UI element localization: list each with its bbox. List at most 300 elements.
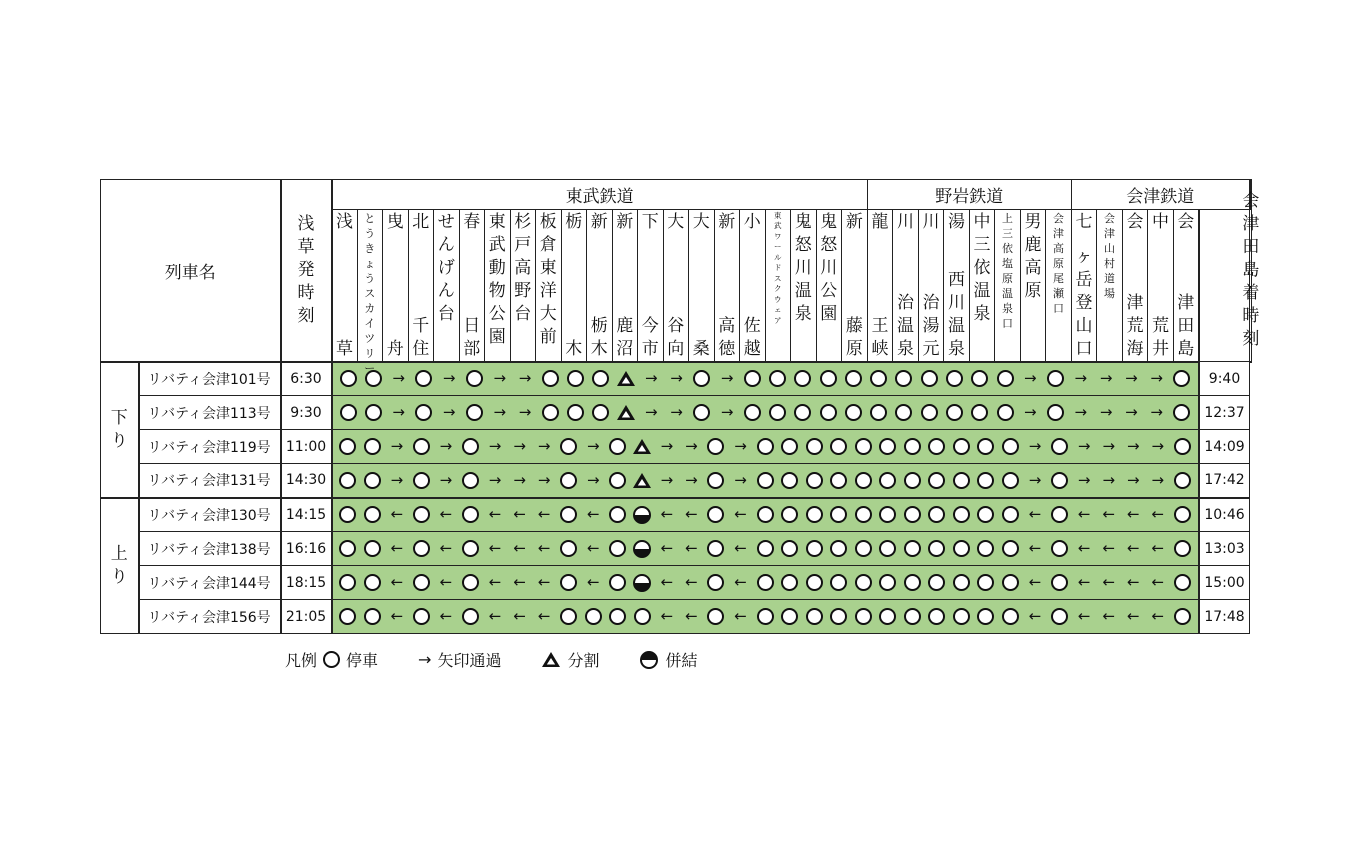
arrow-left-icon: ← (685, 539, 698, 557)
stop-icon (592, 370, 609, 387)
stop-icon (977, 574, 994, 591)
station-5: せ ん げ ん 台 (434, 210, 460, 362)
arrow-left-icon: ← (685, 573, 698, 591)
stop-icon (1002, 472, 1019, 489)
stop-icon (928, 608, 945, 625)
stop-icon (340, 404, 357, 421)
stop-icon (830, 608, 847, 625)
stop-icon (365, 404, 382, 421)
arrow-left-icon: ← (513, 539, 526, 557)
arrow-right-icon: → (390, 437, 404, 455)
depart-time-header: 浅 草 発 時 刻 (281, 180, 332, 362)
stop-icon (997, 370, 1014, 387)
arrow-right-icon: → (1151, 470, 1165, 489)
stop-icon (413, 506, 430, 523)
station-21: 新 藤 原 (842, 210, 868, 362)
arrow-right-icon: → (1099, 403, 1113, 421)
stop-icon (364, 540, 381, 557)
station-16: 新 高 徳 (714, 210, 740, 362)
arrow-left-icon: ← (660, 573, 674, 591)
stop-icon (820, 370, 837, 387)
arrow-right-icon: → (645, 369, 658, 388)
stop-icon (466, 370, 483, 387)
stop-icon (830, 472, 847, 489)
stop-icon (1173, 370, 1190, 387)
arrow-left-icon: ← (1077, 505, 1091, 524)
arrow-left-icon: ← (1102, 607, 1116, 625)
stop-icon (415, 370, 432, 387)
arrow-right-icon: → (660, 470, 674, 489)
stop-icon (1174, 574, 1191, 591)
station-32: 会 津 荒 海 (1122, 210, 1148, 362)
arrow-left-icon: ← (1151, 539, 1165, 557)
stop-icon (364, 608, 381, 625)
stop-icon (707, 438, 724, 455)
arrow-left-icon: ← (734, 573, 747, 591)
stop-icon (781, 506, 798, 523)
stop-icon (634, 608, 651, 625)
arrow-left-icon: ← (1151, 573, 1165, 591)
stop-icon (1047, 404, 1064, 421)
station-13: 下 今 市 (638, 210, 664, 362)
stop-icon (340, 370, 357, 387)
stop-icon (997, 404, 1014, 421)
depart-time: 18:15 (281, 566, 332, 600)
arrow-right-icon: → (685, 470, 698, 489)
arrow-left-icon: ← (488, 573, 502, 591)
arrow-right-icon: → (1126, 470, 1140, 489)
stop-icon (693, 370, 710, 387)
stop-icon (1051, 438, 1068, 455)
arrive-time: 15:00 (1199, 566, 1250, 600)
station-19: 鬼 怒 川 温 泉 (791, 210, 817, 362)
arrow-right-icon: → (418, 650, 432, 669)
arrive-time: 12:37 (1199, 396, 1250, 430)
arrow-right-icon: → (518, 369, 532, 388)
stop-icon (904, 608, 921, 625)
stop-icon (560, 506, 577, 523)
stop-icon (707, 506, 724, 523)
stop-icon (855, 608, 872, 625)
legend-pass-label: 矢印通過 (437, 651, 502, 670)
arrow-left-icon: ← (586, 573, 600, 591)
stop-icon (744, 370, 761, 387)
split-triangle-icon (616, 404, 636, 421)
legend-title: 凡例 (285, 651, 318, 670)
station-2: と う き ょ う ス カ イ ツ リ ー (357, 210, 383, 362)
stop-pattern (332, 430, 1199, 464)
stop-icon (953, 506, 970, 523)
arrow-right-icon: → (392, 403, 405, 421)
stop-icon (1051, 472, 1068, 489)
stop-icon (928, 506, 945, 523)
stop-icon (870, 370, 887, 387)
arrow-right-icon: → (1125, 403, 1138, 421)
stop-icon (895, 404, 912, 421)
stop-icon (855, 574, 872, 591)
stop-icon (462, 574, 479, 591)
arrow-left-icon: ← (537, 539, 551, 557)
stop-icon (560, 540, 577, 557)
stop-pattern (332, 566, 1199, 600)
station-20: 鬼 怒 川 公 園 (816, 210, 842, 362)
stop-icon (928, 574, 945, 591)
stop-icon (413, 472, 430, 489)
stop-icon (339, 540, 356, 557)
stop-icon (364, 506, 381, 523)
stop-icon (855, 506, 872, 523)
stop-icon (744, 404, 761, 421)
stop-icon (609, 472, 626, 489)
stop-icon (879, 540, 896, 557)
stop-icon (1174, 472, 1191, 489)
stop-pattern (332, 532, 1199, 566)
stop-icon (757, 438, 774, 455)
stop-icon (339, 574, 356, 591)
arrow-left-icon: ← (586, 539, 600, 557)
stop-icon (413, 540, 430, 557)
company-2: 野岩鉄道 (867, 180, 1071, 210)
arrow-left-icon: ← (390, 607, 404, 625)
stop-icon (781, 608, 798, 625)
arrow-right-icon: → (1077, 470, 1091, 489)
stop-icon (928, 540, 945, 557)
join-half-circle-icon (632, 505, 652, 525)
arrow-left-icon: ← (734, 607, 747, 625)
arrow-left-icon: ← (390, 505, 404, 524)
depart-time: 14:15 (281, 498, 332, 532)
arrow-right-icon: → (660, 437, 674, 455)
train-name: リバティ会津144号 (139, 566, 281, 600)
legend (285, 648, 737, 671)
arrow-right-icon: → (537, 470, 551, 489)
station-30: 七 ヶ 岳 登 山 口 (1071, 210, 1097, 362)
arrow-left-icon: ← (488, 539, 502, 557)
arrow-right-icon: → (1102, 437, 1116, 455)
arrow-right-icon: → (1024, 369, 1037, 388)
stop-icon (567, 404, 584, 421)
arrow-right-icon: → (1074, 369, 1088, 388)
station-1: 浅 草 (332, 210, 358, 362)
arrow-right-icon: → (1126, 437, 1140, 455)
stop-icon (895, 370, 912, 387)
stop-icon (462, 608, 479, 625)
stop-icon (1051, 540, 1068, 557)
join-half-circle-icon (639, 650, 659, 670)
stop-icon (971, 404, 988, 421)
stop-icon (879, 438, 896, 455)
stop-icon (977, 438, 994, 455)
stop-icon (413, 608, 430, 625)
station-17: 小 佐 越 (740, 210, 766, 362)
arrow-right-icon: → (1028, 470, 1042, 489)
stop-icon (953, 608, 970, 625)
arrow-left-icon: ← (439, 505, 453, 524)
depart-time: 21:05 (281, 600, 332, 634)
arrow-left-icon: ← (1077, 607, 1091, 625)
arrow-left-icon: ← (513, 607, 526, 625)
stop-icon (904, 540, 921, 557)
arrive-time: 10:46 (1199, 498, 1250, 532)
arrow-left-icon: ← (1126, 505, 1140, 524)
stop-icon (757, 472, 774, 489)
stop-icon (904, 506, 921, 523)
stop-icon (953, 540, 970, 557)
arrow-right-icon: → (1151, 437, 1165, 455)
stop-icon (977, 608, 994, 625)
direction-label: 上 り (101, 498, 139, 634)
company-row (101, 180, 1252, 210)
stop-icon (1002, 574, 1019, 591)
stop-icon (466, 404, 483, 421)
station-6: 春 日 部 (459, 210, 485, 362)
arrow-left-icon: ← (537, 607, 551, 625)
stop-icon (585, 608, 602, 625)
arrow-left-icon: ← (513, 573, 526, 591)
stop-icon (413, 574, 430, 591)
stop-icon (462, 472, 479, 489)
station-18: 東 武 ワ ー ル ド ス ク ウ ェ ア (765, 210, 791, 362)
arrow-right-icon: → (720, 369, 734, 388)
table-row (101, 430, 1252, 464)
stop-icon (953, 438, 970, 455)
stop-icon (806, 574, 823, 591)
arrow-left-icon: ← (1077, 573, 1091, 591)
stop-pattern (332, 362, 1199, 396)
stop-icon (1051, 506, 1068, 523)
arrow-left-icon: ← (1028, 607, 1042, 625)
stop-icon (830, 506, 847, 523)
arrow-right-icon: → (670, 369, 683, 388)
arrow-right-icon: → (439, 470, 453, 489)
stop-icon (879, 506, 896, 523)
depart-time: 16:16 (281, 532, 332, 566)
arrow-left-icon: ← (660, 607, 674, 625)
arrow-right-icon: → (392, 369, 405, 388)
stop-icon (781, 574, 798, 591)
stop-icon (781, 438, 798, 455)
legend-join-label: 併結 (665, 651, 698, 670)
stop-icon (806, 438, 823, 455)
station-25: 湯 西 川 温 泉 (944, 210, 970, 362)
stop-icon (845, 370, 862, 387)
join-half-circle-icon (632, 539, 652, 559)
arrow-right-icon: → (685, 437, 698, 455)
arrow-right-icon: → (1150, 369, 1163, 388)
stop-icon (462, 506, 479, 523)
station-22: 龍 王 峡 (867, 210, 893, 362)
station-8: 杉 戸 高 野 台 (510, 210, 536, 362)
stop-icon (560, 438, 577, 455)
stop-icon (781, 472, 798, 489)
arrow-right-icon: → (586, 470, 600, 489)
arrow-right-icon: → (513, 437, 526, 455)
stop-icon (1174, 438, 1191, 455)
stop-icon (560, 574, 577, 591)
station-26: 中 三 依 温 泉 (969, 210, 995, 362)
stop-pattern (332, 396, 1199, 430)
station-14: 大 谷 向 (663, 210, 689, 362)
train-name-header: 列車名 (101, 180, 281, 362)
arrow-right-icon: → (586, 437, 600, 455)
station-9: 板 倉 東 洋 大 前 (536, 210, 562, 362)
station-10: 栃 木 (561, 210, 587, 362)
arrow-left-icon: ← (1028, 573, 1042, 591)
stop-icon (462, 540, 479, 557)
stop-pattern (332, 600, 1199, 634)
join-half-circle-icon (632, 573, 652, 593)
stop-icon (1002, 540, 1019, 557)
stop-icon (879, 608, 896, 625)
stop-icon (462, 438, 479, 455)
stop-icon (567, 370, 584, 387)
stop-icon (757, 540, 774, 557)
arrow-right-icon: → (390, 470, 404, 489)
company-1: 東武鉄道 (332, 180, 868, 210)
stop-icon (820, 404, 837, 421)
stop-icon (1051, 574, 1068, 591)
arrow-left-icon: ← (390, 539, 404, 557)
stop-icon (415, 404, 432, 421)
arrow-right-icon: → (513, 470, 526, 489)
arrow-left-icon: ← (660, 539, 674, 557)
stop-icon (879, 574, 896, 591)
company-3: 会津鉄道 (1071, 180, 1250, 210)
arrow-left-icon: ← (1126, 539, 1140, 557)
stop-icon (904, 438, 921, 455)
arrow-right-icon: → (442, 403, 456, 421)
split-triangle-icon (616, 370, 636, 387)
stop-icon (323, 651, 340, 668)
arrow-right-icon: → (1077, 437, 1091, 455)
stop-icon (953, 472, 970, 489)
station-4: 北 千 住 (408, 210, 434, 362)
stop-icon (757, 608, 774, 625)
arrow-right-icon: → (1024, 403, 1037, 421)
stop-icon (830, 438, 847, 455)
stop-icon (946, 370, 963, 387)
depart-time: 14:30 (281, 464, 332, 498)
arrow-right-icon: → (1074, 403, 1088, 421)
arrow-right-icon: → (439, 437, 453, 455)
arrow-right-icon: → (1125, 369, 1138, 388)
station-11: 新 栃 木 (587, 210, 613, 362)
stop-icon (904, 472, 921, 489)
table-row (101, 396, 1252, 430)
stop-icon (879, 472, 896, 489)
stop-pattern (332, 498, 1199, 532)
stop-icon (806, 506, 823, 523)
arrive-time-header: 会 津 田 島 着 時 刻 (1250, 180, 1252, 362)
arrow-left-icon: ← (1151, 505, 1165, 524)
station-23: 川 治 温 泉 (893, 210, 919, 362)
stop-icon (928, 438, 945, 455)
stop-icon (757, 506, 774, 523)
stop-icon (806, 608, 823, 625)
arrow-right-icon: → (493, 403, 507, 421)
arrow-left-icon: ← (1077, 539, 1091, 557)
stop-icon (845, 404, 862, 421)
stop-pattern (332, 464, 1199, 498)
stop-icon (757, 574, 774, 591)
stop-icon (977, 472, 994, 489)
stop-icon (769, 370, 786, 387)
stop-icon (953, 574, 970, 591)
arrow-left-icon: ← (537, 505, 551, 524)
station-7: 東 武 動 物 公 園 (485, 210, 511, 362)
arrow-right-icon: → (734, 470, 747, 489)
arrow-left-icon: ← (1102, 573, 1116, 591)
table-row (101, 464, 1252, 498)
arrow-right-icon: → (488, 470, 502, 489)
station-27: 上 三 依 塩 原 温 泉 口 (995, 210, 1021, 362)
train-name: リバティ会津156号 (139, 600, 281, 634)
arrow-left-icon: ← (586, 505, 600, 524)
stop-icon (609, 506, 626, 523)
stop-icon (1051, 608, 1068, 625)
arrow-right-icon: → (720, 403, 734, 421)
station-28: 男 鹿 高 原 (1020, 210, 1046, 362)
arrow-left-icon: ← (439, 607, 453, 625)
table-row (101, 566, 1252, 600)
split-triangle-icon (632, 438, 652, 455)
station-12: 新 鹿 沼 (612, 210, 638, 362)
depart-time: 6:30 (281, 362, 332, 396)
stop-icon (339, 506, 356, 523)
stop-icon (806, 540, 823, 557)
arrow-left-icon: ← (1151, 607, 1165, 625)
stop-icon (855, 540, 872, 557)
timetable (100, 179, 1260, 634)
arrow-left-icon: ← (734, 505, 747, 524)
arrow-right-icon: → (1102, 470, 1116, 489)
stop-icon (870, 404, 887, 421)
arrow-right-icon: → (537, 437, 551, 455)
stop-icon (1002, 506, 1019, 523)
stop-icon (542, 404, 559, 421)
arrow-left-icon: ← (439, 573, 453, 591)
split-triangle-icon (632, 472, 652, 489)
direction-label: 下 り (101, 362, 139, 498)
arrow-left-icon: ← (685, 607, 698, 625)
station-15: 大 桑 (689, 210, 715, 362)
stop-icon (609, 608, 626, 625)
stop-icon (806, 472, 823, 489)
arrow-left-icon: ← (439, 539, 453, 557)
depart-time: 11:00 (281, 430, 332, 464)
arrow-right-icon: → (670, 403, 683, 421)
stop-icon (707, 472, 724, 489)
station-33: 中 荒 井 (1148, 210, 1174, 362)
stop-icon (855, 438, 872, 455)
table-row (101, 532, 1252, 566)
arrow-left-icon: ← (1126, 573, 1140, 591)
arrow-right-icon: → (488, 437, 502, 455)
station-29: 会 津 高 原 尾 瀬 口 (1046, 210, 1072, 362)
stop-icon (977, 540, 994, 557)
stop-icon (707, 574, 724, 591)
arrow-left-icon: ← (390, 573, 404, 591)
arrow-left-icon: ← (488, 505, 502, 524)
arrow-left-icon: ← (488, 607, 502, 625)
stop-icon (928, 472, 945, 489)
stop-icon (1002, 608, 1019, 625)
station-31: 会 津 山 村 道 場 (1097, 210, 1123, 362)
stop-icon (769, 404, 786, 421)
stop-icon (1174, 540, 1191, 557)
legend-stop-label: 停車 (346, 651, 379, 670)
stop-icon (977, 506, 994, 523)
